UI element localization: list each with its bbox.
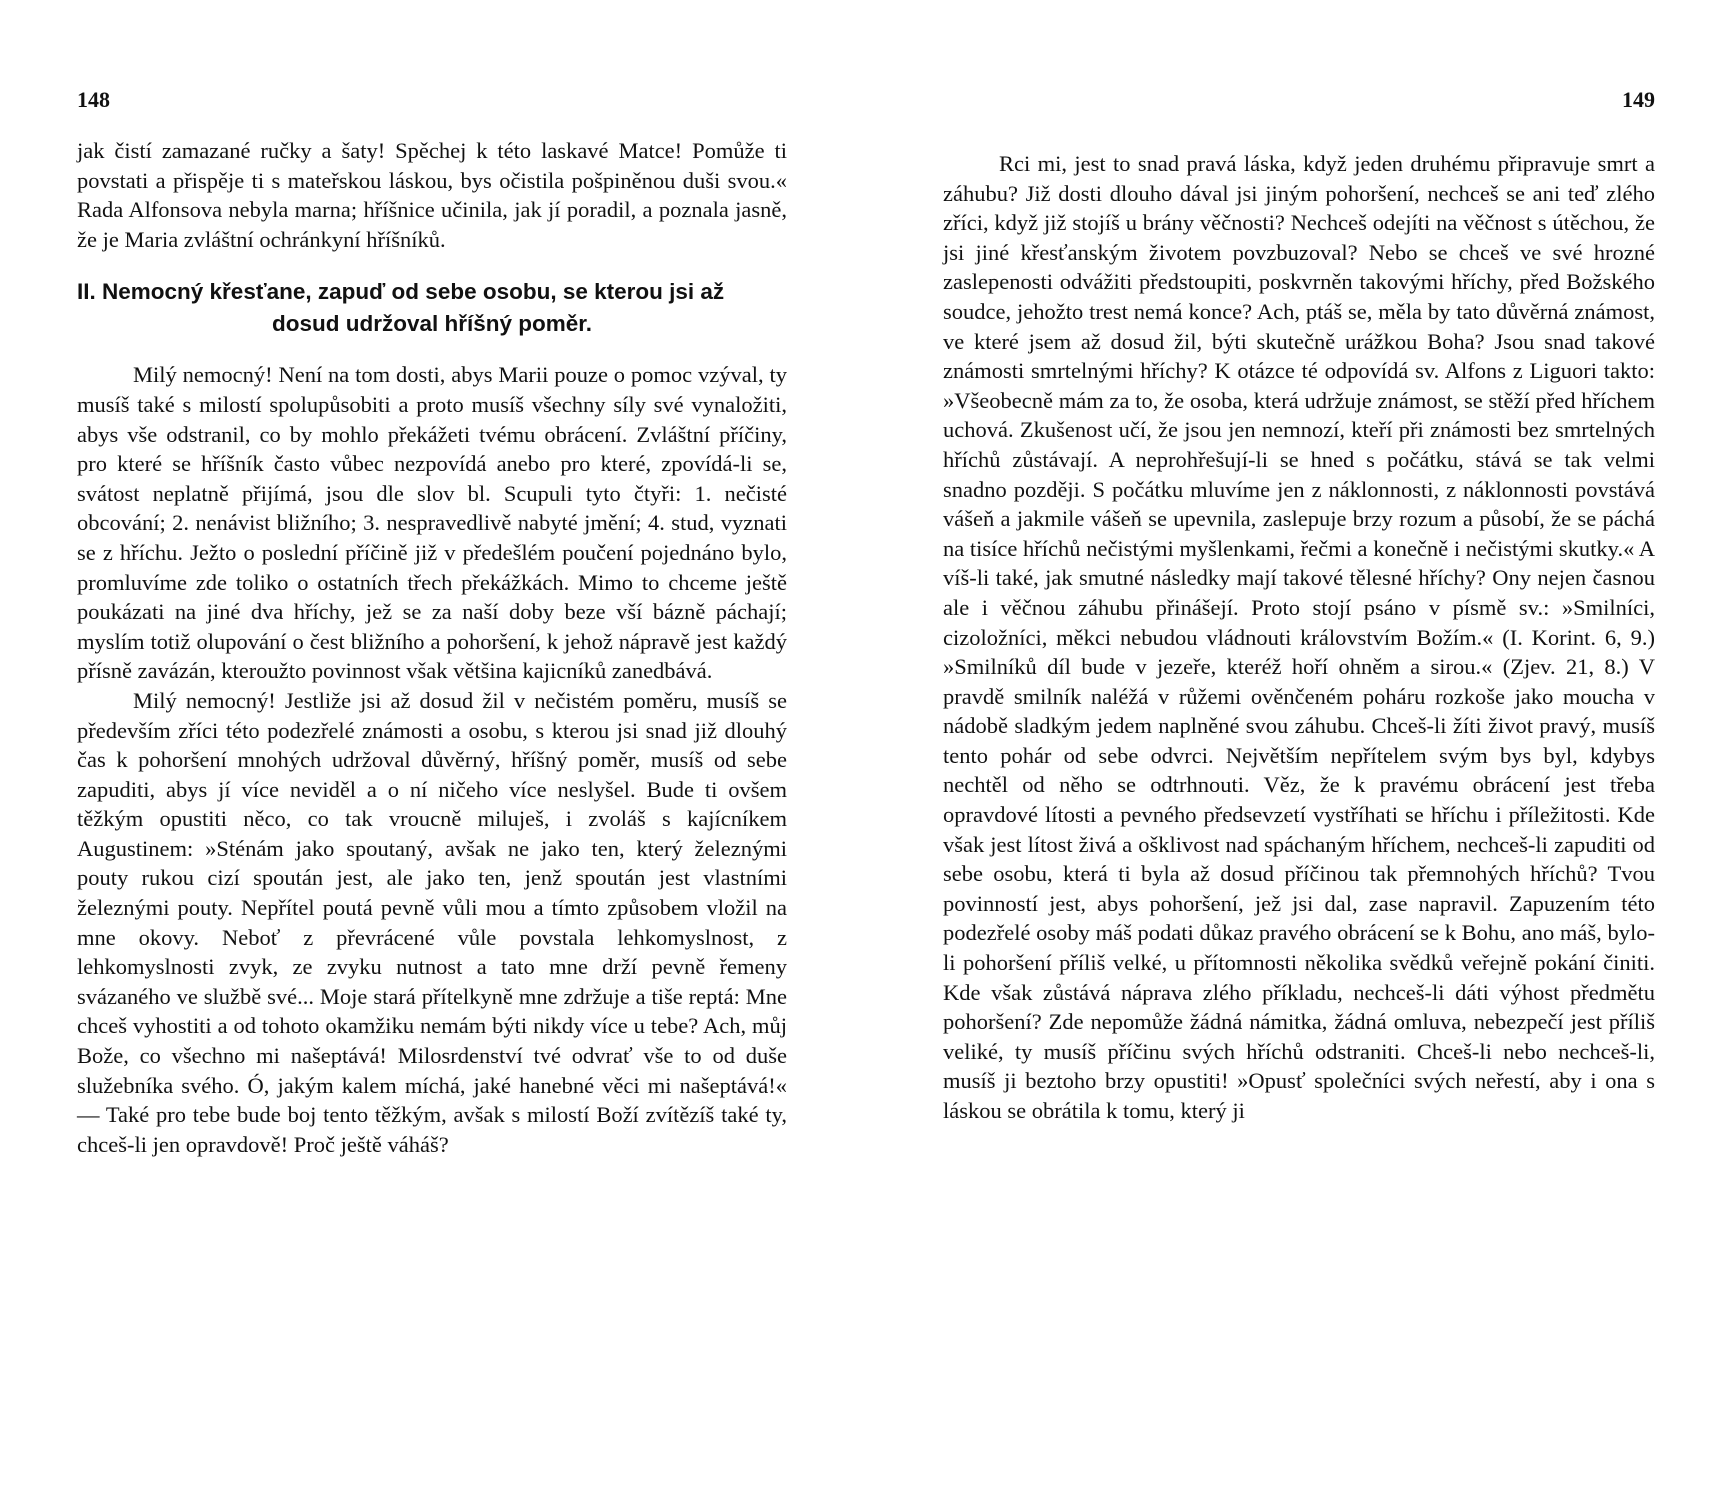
paragraph: Rci mi, jest to snad pravá láska, když jeden druhému připravuje smrt a záhubu? Již dosti dlouho dával jsi jiným pohoršení, nechceš se ani teď zlého zříci, když již stojíš u brány věčnosti? Nechceš odejíti na věčnost s útěchou, že jsi jiné křesťanským životem povzbuzoval? Nebo se chceš ve své hrozné zaslepenosti odvážiti předstoupiti, poskvrněn takovými hříchy, před Božského soudce, jehožto trest nemá konce? Ach, ptáš se, měla by tato důvěrná známost, ve které jsem až dosud žil, býti skutečně urážkou Boha? Jsou snad takové známosti smrtelnými hříchy? K otázce té odpovídá sv. Alfons z Liguori takto: »Všeobecně mám za to, že osoba, která udržuje známost, se stěží před hříchem uchová. Zkušenost učí, že jsou jen nemnozí, kteří při známosti bez smrtelných hříchů zůstávají. A neprohřešují-li se hned s počátku, stává se tak velmi snadno později. S počátku mluvíme jen z náklonnosti, z náklonnosti povstává vášeň a jakmile vášeň se upevnila, zaslepuje brzy rozum a působí, že se páchá na tisíce hříchů nečistými myšlenkami, řečmi a konečně i nečistými skutky.« A víš-li také, jak smutné následky mají takové tělesné hříchy? Ony nejen časnou ale i věčnou záhubu přinášejí. Proto stojí psáno v písmě sv.: »Smilníci, cizoložníci, měkci nebudou vládnouti královstvím Božím.« (I. Korint. 6, 9.) »Smilníků díl bude v jezeře, kteréž hoří ohněm a sirou.« (Zjev. 21, 8.) V pravdě smilník naléžá v růžemi ověnčeném poháru rozkoše jako moucha v nádobě sladkým jedem naplněné svou záhubu. Chceš-li žíti život pravý, musíš tento pohár od sebe odvrci. Největším nepřítelem svým bys byl, kdybys nechtěl od něho se odtrhnouti. Věz, že k pravému obrácení jest třeba opravdové lítosti a pevného předsevzetí vystříhati se hříchu i příležitosti. Kde však jest lítost živá a ošklivost nad spáchaným hříchem, nechceš-li zapuditi od sebe osobu, která ti byla až dosud příčinou tak přemnohých hříchů? Tvou povinností jest, abys pohoršení, jež jsi dal, zase napravil. Zapuzením této podezřelé osoby máš podati důkaz pravého obrácení se k Bohu, ano máš, bylo-li pohoršení příliš velké, u přítomnosti několika svědků veřejně pokání činiti. Kde však zůstává náprava zlého příkladu, nechceš-li dáti výhost předmětu pohoršení? Zde nepomůže žádná námitka, žádná omluva, nebezpečí jest příliš veliké, ty musíš příčinu svých hříchů odstraniti. Chceš-li nebo nechceš-li, musíš ji beztoho brzy opustiti! »Opusť společníci svých neřestí, aby i ona s láskou se obrátila k tomu, který ji <box>943 151 1655 1123</box>
paragraph: Milý nemocný! Jestliže jsi až dosud žil v nečistém poměru, musíš se především zříci této podezřelé známosti a osobu, s kterou jsi snad již dlouhý čas k pohoršení mnohých udržoval důvěrný, hříšný poměr, musíš od sebe zapuditi, abys jí více neviděl a o ní ničeho více neslyšel. Bude ti ovšem těžkým opustiti něco, co tak vroucně miluješ, i zvoláš s kajícníkem Augustinem: »Sténám jako spoutaný, avšak ne jako ten, který železnými pouty rukou cizí spoután jest, ale jako ten, jenž spoután jest vlastními železnými pouty. Nepřítel poutá pevně vůli mou a tímto způsobem vložil na mne okovy. Neboť z převrácené vůle povstala lehkomyslnost, z lehkomyslnosti zvyk, ze zvyku nutnost a tato mne drží pevně řemeny svázaného ve službě své... Moje stará přítelkyně mne zdržuje a tiše reptá: Mne chceš vyhostiti a od tohoto okamžiku nemám býti nikdy více u tebe? Ach, můj Bože, co všechno mi našeptává! Milosrdenství tvé odvrať vše to od duše služebníka svého. Ó, jakým kalem míchá, jaké hanebné věci mi našeptává!« — Také pro tebe bude boj tento těžkým, avšak s milostí Boží zvítězíš také ty, chceš-li jen opravdově! Proč ještě váháš? <box>77 687 787 1157</box>
left-page-body <box>77 136 787 1159</box>
section-heading-line-2: dosud udržoval hříšný poměr. <box>271 311 593 337</box>
section-heading-line-1: II. Nemocný křesťane, zapuď od sebe osobu, se kterou jsi až <box>77 279 725 305</box>
paragraph: Milý nemocný! Není na tom dosti, abys Marii pouze o pomoc vzýval, ty musíš také s milostí spolupůsobiti a proto musíš všechny síly své vynaložiti, abys vše odstranil, co by mohlo překážeti tvému obrácení. Zvláštní příčiny, pro které se hříšník často vůbec nezpovídá anebo pro které, zpovídá-li se, svátost neplatně přijímá, jsou dle slov bl. Scupuli tyto čtyři: 1. nečisté obcování; 2. nenávist bližního; 3. nespravedlivě nabyté jmění; 4. stud, vyznati se z hříchu. Ježto o poslední příčině již v předešlém poučení pojednáno bylo, promluvíme zde toliko o ostatních třech překážkách. Mimo to chceme ještě poukázati na jiné dva hříchy, jež se za naší doby beze vší bázně páchají; myslím totiž olupování o čest bližního a pohoršení, k jehož nápravě jest každý přísně zavázán, kteroužto povinnost však většina kajicníků zanedbává. <box>77 362 787 684</box>
left-page <box>77 0 787 1500</box>
page-number-right: 149 <box>1622 87 1655 112</box>
paragraph-continuation: jak čistí zamazané ručky a šaty! Spěchej k této laskavé Matce! Pomůže ti povstati a přispěje ti s mateřskou láskou, bys očistila pošpiněnou duši svou.« Rada Alfonsova nebyla marna; hříšnice učinila, jak jí poradil, a poznala jasně, že je Maria zvláštní ochránkyní hříšníků. <box>77 138 787 252</box>
right-page <box>943 0 1655 1500</box>
section-heading <box>77 276 787 340</box>
right-page-body <box>943 149 1655 1126</box>
page-number-left: 148 <box>77 87 110 112</box>
